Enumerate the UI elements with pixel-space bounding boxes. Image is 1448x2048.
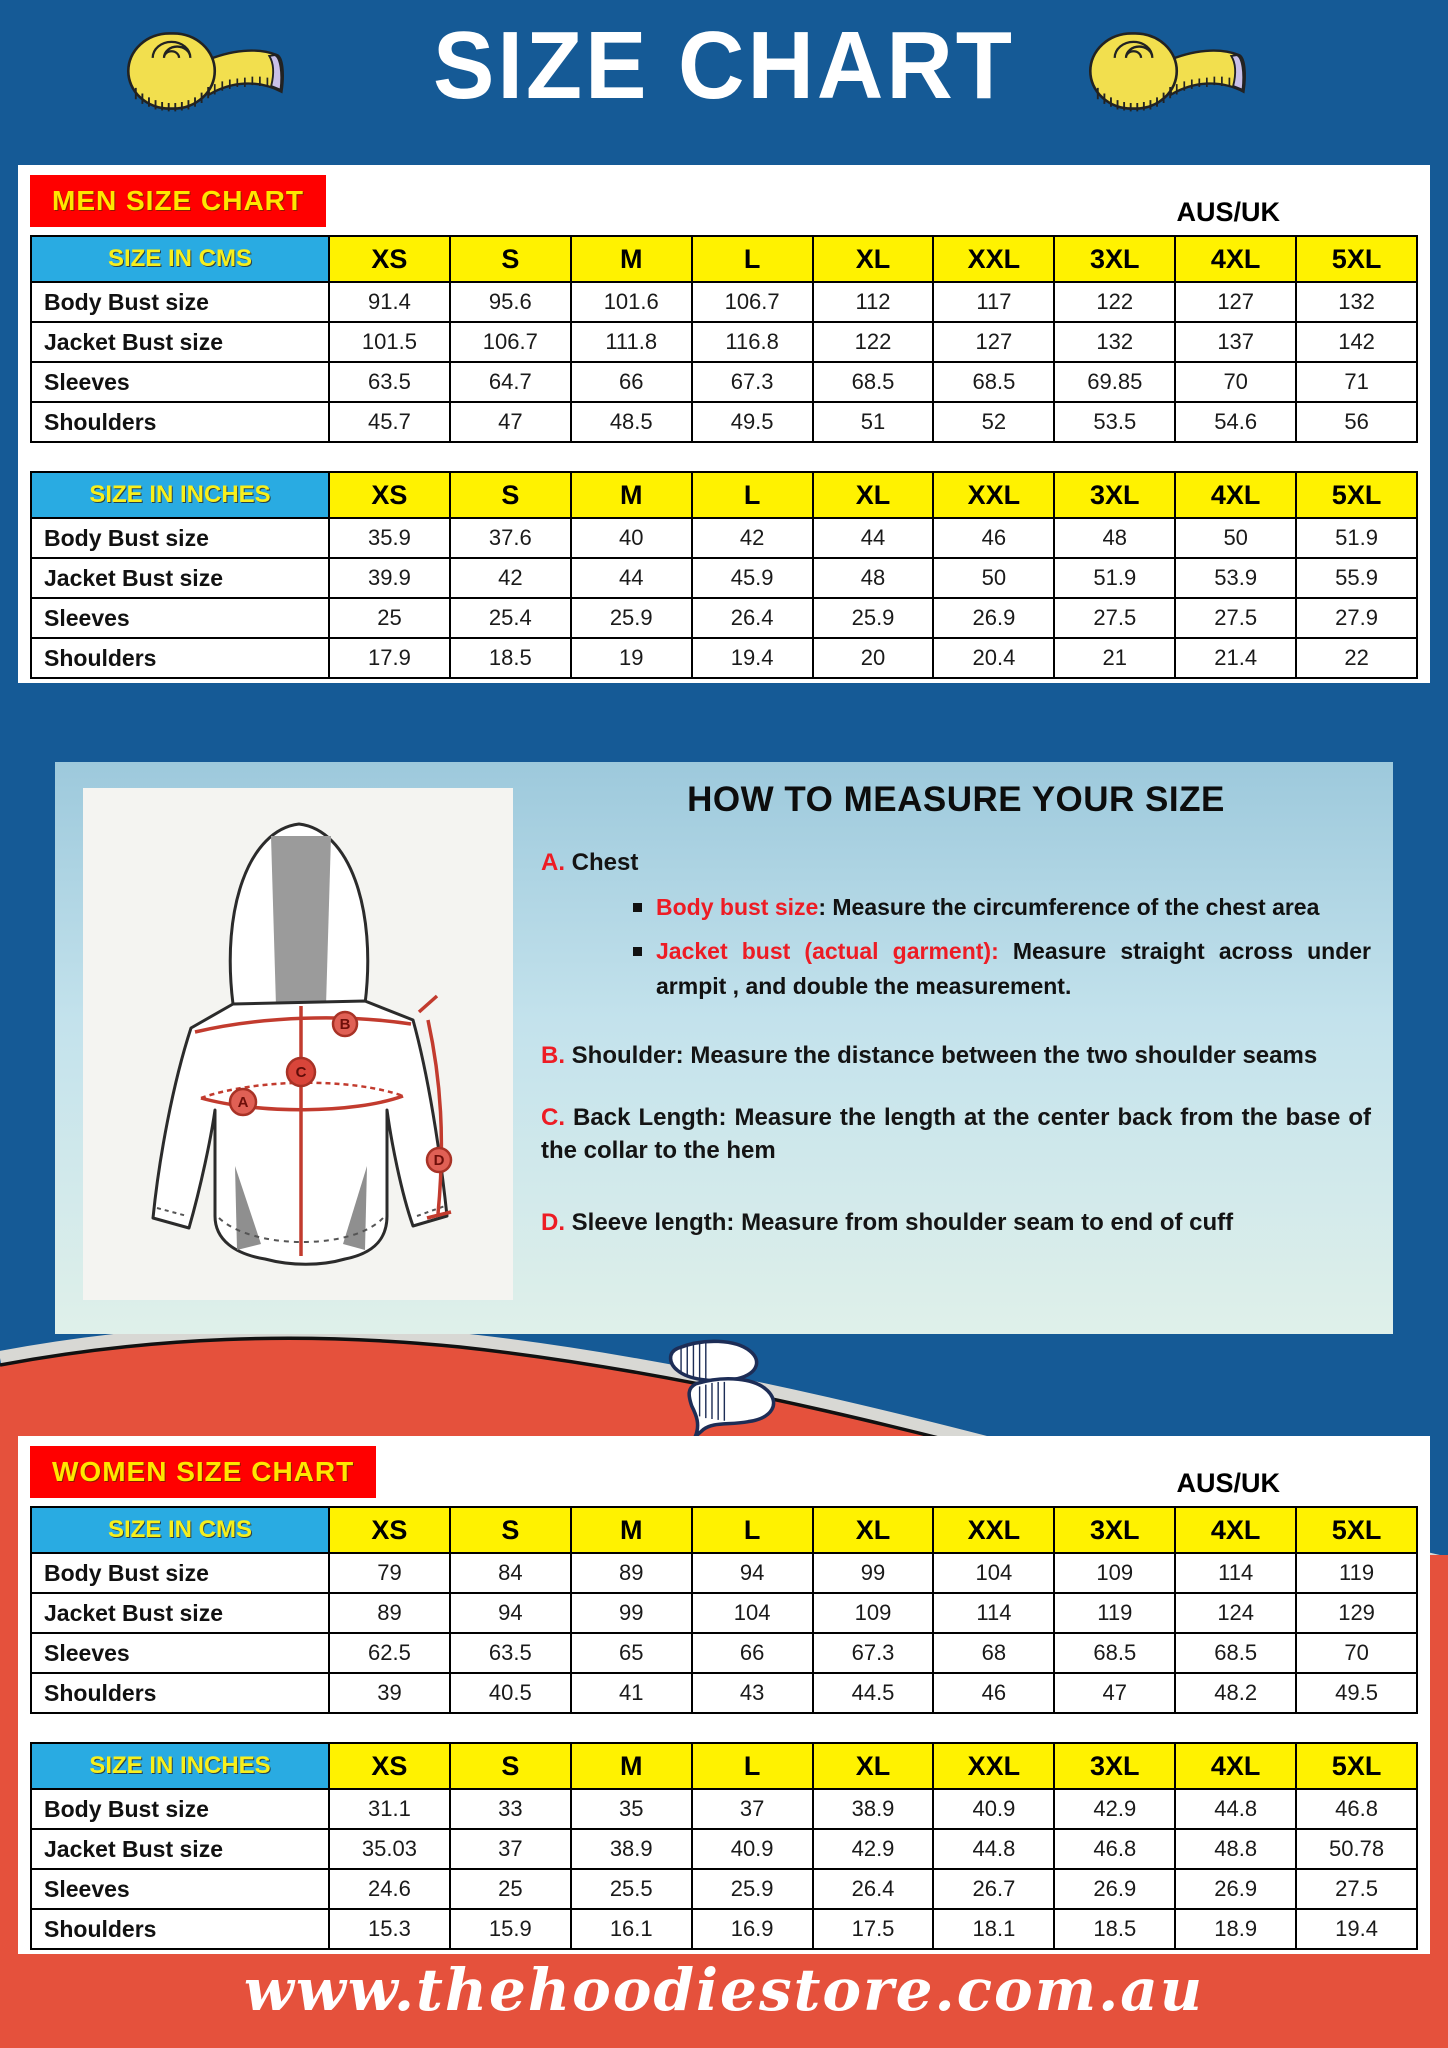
cell-value: 50 xyxy=(1174,519,1295,557)
size-col-xxl: XXL xyxy=(932,1744,1053,1788)
size-col-xxl: XXL xyxy=(932,473,1053,517)
cell-value: 16.9 xyxy=(691,1910,812,1948)
cell-value: 48 xyxy=(812,559,933,597)
cell-value: 50.78 xyxy=(1295,1830,1416,1868)
cell-value: 48 xyxy=(1053,519,1174,557)
website-url: www.thehoodiestore.com.au xyxy=(243,1956,1205,2024)
cell-value: 67.3 xyxy=(691,363,812,401)
cell-value: 117 xyxy=(932,283,1053,321)
cell-value: 42.9 xyxy=(1053,1790,1174,1828)
size-col-xs: XS xyxy=(328,1508,449,1552)
cell-value: 119 xyxy=(1053,1594,1174,1632)
cell-value: 19.4 xyxy=(1295,1910,1416,1948)
cell-value: 89 xyxy=(328,1594,449,1632)
row-label: Shoulders xyxy=(32,403,328,441)
cell-value: 44.8 xyxy=(932,1830,1053,1868)
men-inches-table xyxy=(30,471,1418,679)
cell-value: 19.4 xyxy=(691,639,812,677)
unit-label: SIZE IN CMS xyxy=(32,237,328,281)
item-text: Measure the distance between the two shoulder seams xyxy=(690,1042,1318,1070)
cell-value: 70 xyxy=(1295,1634,1416,1672)
unit-label: SIZE IN CMS xyxy=(32,1508,328,1552)
table-row xyxy=(32,637,1416,677)
bullet-rest: Measure straight across under armpit , and double the measurement. xyxy=(656,938,1371,999)
men-chart-badge: MEN SIZE CHART xyxy=(30,175,326,227)
cell-value: 109 xyxy=(1053,1554,1174,1592)
cell-value: 42 xyxy=(449,559,570,597)
women-chart-badge: WOMEN SIZE CHART xyxy=(30,1446,376,1498)
cell-value: 122 xyxy=(812,323,933,361)
cell-value: 48.2 xyxy=(1174,1674,1295,1712)
page-title: SIZE CHART xyxy=(433,12,1015,120)
row-label: Shoulders xyxy=(32,1910,328,1948)
size-header-row xyxy=(32,1508,1416,1552)
cell-value: 44 xyxy=(570,559,691,597)
table-row xyxy=(32,1788,1416,1828)
cell-value: 39 xyxy=(328,1674,449,1712)
cell-value: 42 xyxy=(691,519,812,557)
cell-value: 70 xyxy=(1174,363,1295,401)
hoodie-measurement-diagram xyxy=(83,788,513,1300)
cell-value: 99 xyxy=(812,1554,933,1592)
measure-item-chest xyxy=(541,846,1371,880)
size-col-l: L xyxy=(691,1744,812,1788)
cell-value: 104 xyxy=(932,1554,1053,1592)
size-col-l: L xyxy=(691,1508,812,1552)
unit-label: SIZE IN INCHES xyxy=(32,1744,328,1788)
size-col-xl: XL xyxy=(812,473,933,517)
cell-value: 68.5 xyxy=(1174,1634,1295,1672)
item-lead: Back Length: xyxy=(573,1103,727,1131)
size-col-s: S xyxy=(449,1508,570,1552)
cell-value: 50 xyxy=(932,559,1053,597)
cell-value: 49.5 xyxy=(691,403,812,441)
size-col-m: M xyxy=(570,237,691,281)
item-key: B. xyxy=(541,1042,565,1070)
cell-value: 55.9 xyxy=(1295,559,1416,597)
item-key: D. xyxy=(541,1208,565,1236)
cell-value: 35 xyxy=(570,1790,691,1828)
cell-value: 17.9 xyxy=(328,639,449,677)
cell-value: 132 xyxy=(1295,283,1416,321)
cell-value: 46.8 xyxy=(1053,1830,1174,1868)
table-row xyxy=(32,1552,1416,1592)
cell-value: 53.9 xyxy=(1174,559,1295,597)
cell-value: 48.5 xyxy=(570,403,691,441)
cell-value: 66 xyxy=(691,1634,812,1672)
cell-value: 37.6 xyxy=(449,519,570,557)
cell-value: 39.9 xyxy=(328,559,449,597)
cell-value: 95.6 xyxy=(449,283,570,321)
cell-value: 65 xyxy=(570,1634,691,1672)
cell-value: 25.9 xyxy=(691,1870,812,1908)
row-label: Body Bust size xyxy=(32,1554,328,1592)
cell-value: 94 xyxy=(691,1554,812,1592)
size-col-xxl: XXL xyxy=(932,237,1053,281)
cell-value: 68.5 xyxy=(812,363,933,401)
how-to-measure-panel xyxy=(55,762,1393,1334)
size-col-4xl: 4XL xyxy=(1174,237,1295,281)
cell-value: 66 xyxy=(570,363,691,401)
cell-value: 84 xyxy=(449,1554,570,1592)
table-row xyxy=(32,1868,1416,1908)
row-label: Jacket Bust size xyxy=(32,323,328,361)
cell-value: 101.6 xyxy=(570,283,691,321)
cell-value: 26.4 xyxy=(691,599,812,637)
women-cms-table xyxy=(30,1506,1418,1714)
cell-value: 40.9 xyxy=(932,1790,1053,1828)
cell-value: 42.9 xyxy=(812,1830,933,1868)
size-col-xs: XS xyxy=(328,237,449,281)
cell-value: 46 xyxy=(932,519,1053,557)
size-col-5xl: 5XL xyxy=(1295,237,1416,281)
measure-title: HOW TO MEASURE YOUR SIZE xyxy=(687,780,1225,819)
item-key: A. xyxy=(541,849,565,876)
men-size-chart-panel xyxy=(18,165,1430,683)
cell-value: 53.5 xyxy=(1053,403,1174,441)
item-lead: Sleeve length: xyxy=(571,1208,735,1236)
cell-value: 46 xyxy=(932,1674,1053,1712)
cell-value: 127 xyxy=(1174,283,1295,321)
cell-value: 19 xyxy=(570,639,691,677)
table-row xyxy=(32,401,1416,441)
cell-value: 119 xyxy=(1295,1554,1416,1592)
cell-value: 54.6 xyxy=(1174,403,1295,441)
size-col-s: S xyxy=(449,1744,570,1788)
row-label: Shoulders xyxy=(32,639,328,677)
cell-value: 45.7 xyxy=(328,403,449,441)
size-col-s: S xyxy=(449,473,570,517)
table-row xyxy=(32,361,1416,401)
size-col-5xl: 5XL xyxy=(1295,473,1416,517)
item-key: C. xyxy=(541,1103,565,1131)
cell-value: 21.4 xyxy=(1174,639,1295,677)
measure-item-shoulder xyxy=(541,1039,1371,1073)
footer xyxy=(0,1956,1448,2024)
cell-value: 56 xyxy=(1295,403,1416,441)
cell-value: 48.8 xyxy=(1174,1830,1295,1868)
size-col-xl: XL xyxy=(812,237,933,281)
cell-value: 68.5 xyxy=(1053,1634,1174,1672)
cell-value: 26.9 xyxy=(932,599,1053,637)
size-col-5xl: 5XL xyxy=(1295,1508,1416,1552)
row-label: Jacket Bust size xyxy=(32,559,328,597)
cell-value: 51.9 xyxy=(1295,519,1416,557)
region-label: AUS/UK xyxy=(1176,197,1280,227)
cell-value: 26.9 xyxy=(1174,1870,1295,1908)
cell-value: 44.5 xyxy=(812,1674,933,1712)
cell-value: 49.5 xyxy=(1295,1674,1416,1712)
bullet-jacket-bust xyxy=(633,934,1371,1003)
row-label: Sleeves xyxy=(32,1870,328,1908)
cell-value: 40.5 xyxy=(449,1674,570,1712)
cell-value: 31.1 xyxy=(328,1790,449,1828)
cell-value: 129 xyxy=(1295,1594,1416,1632)
cell-value: 37 xyxy=(691,1790,812,1828)
cell-value: 25 xyxy=(328,599,449,637)
table-row xyxy=(32,1592,1416,1632)
cell-value: 89 xyxy=(570,1554,691,1592)
cell-value: 142 xyxy=(1295,323,1416,361)
item-text: Measure from shoulder seam to end of cuff xyxy=(741,1208,1234,1236)
measure-item-back-length xyxy=(541,1101,1371,1168)
cell-value: 46.8 xyxy=(1295,1790,1416,1828)
size-col-l: L xyxy=(691,473,812,517)
cell-value: 47 xyxy=(449,403,570,441)
region-label: AUS/UK xyxy=(1176,1468,1280,1498)
cell-value: 26.9 xyxy=(1053,1870,1174,1908)
row-label: Body Bust size xyxy=(32,1790,328,1828)
cell-value: 20 xyxy=(812,639,933,677)
cell-value: 27.5 xyxy=(1295,1870,1416,1908)
cell-value: 63.5 xyxy=(328,363,449,401)
cell-value: 18.9 xyxy=(1174,1910,1295,1948)
women-inches-table xyxy=(30,1742,1418,1950)
size-col-m: M xyxy=(570,1744,691,1788)
bullet-body-bust xyxy=(633,890,1371,925)
cell-value: 15.3 xyxy=(328,1910,449,1948)
cell-value: 62.5 xyxy=(328,1634,449,1672)
cell-value: 38.9 xyxy=(570,1830,691,1868)
cell-value: 25.5 xyxy=(570,1870,691,1908)
cell-value: 27.5 xyxy=(1174,599,1295,637)
cell-value: 47 xyxy=(1053,1674,1174,1712)
size-col-xs: XS xyxy=(328,1744,449,1788)
cell-value: 122 xyxy=(1053,283,1174,321)
size-col-5xl: 5XL xyxy=(1295,1744,1416,1788)
size-col-3xl: 3XL xyxy=(1053,1744,1174,1788)
size-col-m: M xyxy=(570,473,691,517)
cell-value: 63.5 xyxy=(449,1634,570,1672)
cell-value: 35.9 xyxy=(328,519,449,557)
cell-value: 127 xyxy=(932,323,1053,361)
size-header-row xyxy=(32,1744,1416,1788)
measuring-tape-icon xyxy=(1078,24,1268,118)
cell-value: 124 xyxy=(1174,1594,1295,1632)
size-col-xs: XS xyxy=(328,473,449,517)
men-cms-table xyxy=(30,235,1418,443)
cell-value: 21 xyxy=(1053,639,1174,677)
diagram-label-d: D xyxy=(433,1152,445,1169)
cell-value: 40 xyxy=(570,519,691,557)
cell-value: 114 xyxy=(932,1594,1053,1632)
cell-value: 51.9 xyxy=(1053,559,1174,597)
row-label: Sleeves xyxy=(32,363,328,401)
cell-value: 109 xyxy=(812,1594,933,1632)
cell-value: 27.5 xyxy=(1053,599,1174,637)
size-col-xl: XL xyxy=(812,1508,933,1552)
row-label: Shoulders xyxy=(32,1674,328,1712)
row-label: Jacket Bust size xyxy=(32,1830,328,1868)
cell-value: 22 xyxy=(1295,639,1416,677)
cell-value: 64.7 xyxy=(449,363,570,401)
cell-value: 69.85 xyxy=(1053,363,1174,401)
cell-value: 43 xyxy=(691,1674,812,1712)
table-row xyxy=(32,1632,1416,1672)
cell-value: 16.1 xyxy=(570,1910,691,1948)
cell-value: 18.5 xyxy=(1053,1910,1174,1948)
table-row xyxy=(32,557,1416,597)
cell-value: 116.8 xyxy=(691,323,812,361)
table-row xyxy=(32,1828,1416,1868)
measuring-tape-icon xyxy=(636,1336,818,1442)
cell-value: 25 xyxy=(449,1870,570,1908)
size-col-3xl: 3XL xyxy=(1053,473,1174,517)
cell-value: 94 xyxy=(449,1594,570,1632)
row-label: Sleeves xyxy=(32,599,328,637)
diagram-label-b: B xyxy=(339,1016,351,1033)
cell-value: 26.7 xyxy=(932,1870,1053,1908)
cell-value: 91.4 xyxy=(328,283,449,321)
cell-value: 35.03 xyxy=(328,1830,449,1868)
cell-value: 25.4 xyxy=(449,599,570,637)
item-lead: Chest xyxy=(571,849,639,876)
cell-value: 52 xyxy=(932,403,1053,441)
table-row xyxy=(32,281,1416,321)
cell-value: 18.5 xyxy=(449,639,570,677)
measure-instructions xyxy=(541,774,1371,1239)
cell-value: 44 xyxy=(812,519,933,557)
table-row xyxy=(32,597,1416,637)
cell-value: 15.9 xyxy=(449,1910,570,1948)
cell-value: 25.9 xyxy=(570,599,691,637)
cell-value: 132 xyxy=(1053,323,1174,361)
cell-value: 41 xyxy=(570,1674,691,1712)
size-col-m: M xyxy=(570,1508,691,1552)
table-row xyxy=(32,1672,1416,1712)
size-col-3xl: 3XL xyxy=(1053,237,1174,281)
cell-value: 104 xyxy=(691,1594,812,1632)
cell-value: 24.6 xyxy=(328,1870,449,1908)
bullet-rest: : Measure the circumference of the chest area xyxy=(818,893,1320,920)
unit-label: SIZE IN INCHES xyxy=(32,473,328,517)
cell-value: 45.9 xyxy=(691,559,812,597)
cell-value: 112 xyxy=(812,283,933,321)
row-label: Sleeves xyxy=(32,1634,328,1672)
item-text: Measure the length at the center back from the base of the collar to the hem xyxy=(541,1103,1372,1165)
cell-value: 99 xyxy=(570,1594,691,1632)
diagram-label-c: C xyxy=(295,1064,307,1081)
cell-value: 68 xyxy=(932,1634,1053,1672)
table-row xyxy=(32,517,1416,557)
size-col-4xl: 4XL xyxy=(1174,1508,1295,1552)
cell-value: 27.9 xyxy=(1295,599,1416,637)
size-col-s: S xyxy=(449,237,570,281)
bullet-lead: Jacket bust (actual garment): xyxy=(656,938,999,965)
cell-value: 101.5 xyxy=(328,323,449,361)
size-col-3xl: 3XL xyxy=(1053,1508,1174,1552)
diagram-label-a: A xyxy=(237,1094,249,1111)
size-header-row xyxy=(32,473,1416,517)
cell-value: 18.1 xyxy=(932,1910,1053,1948)
cell-value: 137 xyxy=(1174,323,1295,361)
cell-value: 106.7 xyxy=(691,283,812,321)
size-col-4xl: 4XL xyxy=(1174,473,1295,517)
cell-value: 25.9 xyxy=(812,599,933,637)
size-col-4xl: 4XL xyxy=(1174,1744,1295,1788)
bullet-square-icon xyxy=(633,947,642,956)
cell-value: 44.8 xyxy=(1174,1790,1295,1828)
cell-value: 114 xyxy=(1174,1554,1295,1592)
cell-value: 67.3 xyxy=(812,1634,933,1672)
item-lead: Shoulder: xyxy=(571,1042,684,1070)
measure-item-sleeve-length xyxy=(541,1206,1371,1240)
bullet-lead: Body bust size xyxy=(656,893,819,920)
women-size-chart-panel xyxy=(18,1436,1430,1954)
cell-value: 106.7 xyxy=(449,323,570,361)
cell-value: 71 xyxy=(1295,363,1416,401)
table-row xyxy=(32,1908,1416,1948)
size-col-xxl: XXL xyxy=(932,1508,1053,1552)
row-label: Body Bust size xyxy=(32,283,328,321)
size-col-xl: XL xyxy=(812,1744,933,1788)
cell-value: 33 xyxy=(449,1790,570,1828)
cell-value: 111.8 xyxy=(570,323,691,361)
cell-value: 26.4 xyxy=(812,1870,933,1908)
chest-bullets xyxy=(633,890,1371,1004)
cell-value: 40.9 xyxy=(691,1830,812,1868)
bullet-square-icon xyxy=(633,903,642,912)
cell-value: 17.5 xyxy=(812,1910,933,1948)
cell-value: 51 xyxy=(812,403,933,441)
cell-value: 37 xyxy=(449,1830,570,1868)
cell-value: 68.5 xyxy=(932,363,1053,401)
table-row xyxy=(32,321,1416,361)
row-label: Body Bust size xyxy=(32,519,328,557)
cell-value: 79 xyxy=(328,1554,449,1592)
row-label: Jacket Bust size xyxy=(32,1594,328,1632)
cell-value: 38.9 xyxy=(812,1790,933,1828)
cell-value: 20.4 xyxy=(932,639,1053,677)
size-header-row xyxy=(32,237,1416,281)
size-col-l: L xyxy=(691,237,812,281)
